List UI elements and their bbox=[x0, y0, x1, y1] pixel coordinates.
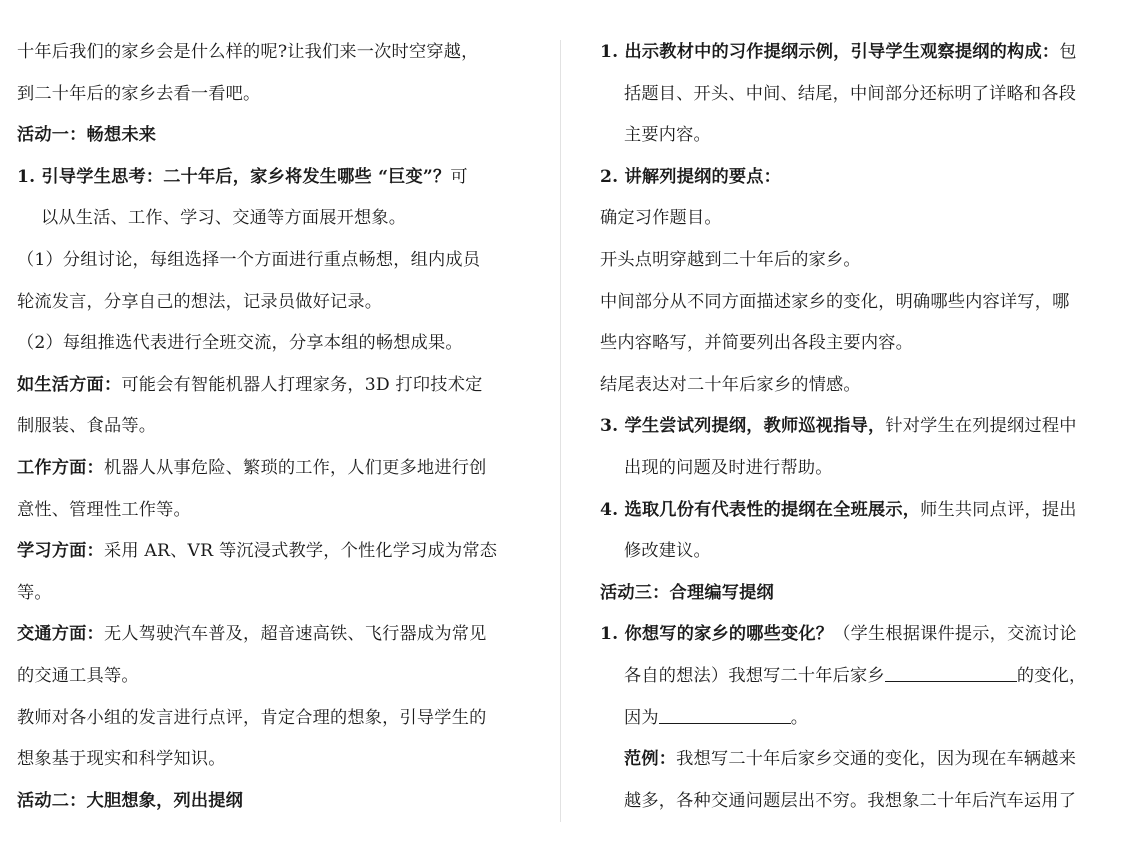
life-text: 可能会有智能机器人打理家务，3D 打印技术定 bbox=[121, 374, 483, 395]
traffic-label: 交通方面： bbox=[17, 624, 104, 645]
text-line: 修改建议。 bbox=[624, 541, 711, 562]
text-line: 主要内容。 bbox=[624, 125, 711, 146]
text-line: 想象基于现实和科学知识。 bbox=[17, 749, 226, 770]
traffic-line bbox=[17, 614, 525, 656]
fill-line bbox=[600, 698, 1108, 740]
fill-suffix: 的变化， bbox=[1016, 665, 1087, 686]
step-line bbox=[600, 490, 1108, 532]
step-line bbox=[600, 32, 1108, 74]
example-text: 我想写二十年后家乡交通的变化，因为现在车辆越来 bbox=[676, 749, 1077, 770]
fill-prefix: 各自的想法）我想写二十年后家乡 bbox=[624, 665, 885, 686]
question-text: 1. 引导学生思考：二十年后，家乡将发生哪些 “巨变”？ bbox=[17, 166, 451, 187]
example-line bbox=[600, 739, 1108, 781]
work-line bbox=[17, 448, 525, 490]
example-label: 范例： bbox=[624, 749, 677, 770]
text-line: 意性、管理性工作等。 bbox=[17, 499, 191, 520]
text-line: 的交通工具等。 bbox=[17, 665, 139, 686]
text-line: 中间部分从不同方面描述家乡的变化，明确哪些内容详写，哪 bbox=[600, 291, 1070, 312]
text-line: 越多，各种交通问题层出不穷。我想象二十年后汽车运用了 bbox=[624, 790, 1077, 811]
study-text: 采用 AR、VR 等沉浸式教学，个性化学习成为常态 bbox=[103, 541, 498, 562]
activity-heading-3: 活动三：合理编写提纲 bbox=[600, 582, 774, 603]
column-divider bbox=[560, 40, 561, 822]
text-line: 出现的问题及时进行帮助。 bbox=[624, 457, 833, 478]
step-rest: 针对学生在列提纲过程中 bbox=[885, 416, 1077, 437]
study-line bbox=[17, 531, 525, 573]
step-tail: 包 bbox=[1059, 42, 1077, 62]
study-label: 学习方面： bbox=[17, 541, 104, 562]
left-column bbox=[17, 32, 525, 822]
text-line: 到二十年后的家乡去看一看吧。 bbox=[17, 83, 261, 104]
question-line bbox=[17, 157, 525, 199]
step-rest: （学生根据课件提示，交流讨论 bbox=[833, 624, 1077, 645]
step-rest: 师生共同点评，提出 bbox=[920, 499, 1077, 520]
step-text: 1. 出示教材中的习作提纲示例，引导学生观察提纲的构成： bbox=[600, 42, 1060, 62]
step-bold: 4. 选取几份有代表性的提纲在全班展示， bbox=[600, 499, 921, 520]
life-line bbox=[17, 365, 525, 407]
text-line: 教师对各小组的发言进行点评，肯定合理的想象，引导学生的 bbox=[17, 707, 487, 728]
text-line: 以从生活、工作、学习、交通等方面展开想象。 bbox=[41, 208, 407, 229]
activity-heading-2: 活动二：大胆想象，列出提纲 bbox=[17, 790, 244, 811]
text-line: 结尾表达对二十年后家乡的情感。 bbox=[600, 374, 861, 395]
text-line: 确定习作题目。 bbox=[600, 208, 722, 229]
fill-blank[interactable] bbox=[659, 705, 791, 724]
step-bold: 1. 你想写的家乡的哪些变化？ bbox=[600, 624, 834, 645]
text-line: （2）每组推选代表进行全班交流，分享本组的畅想成果。 bbox=[17, 333, 463, 354]
work-text: 机器人从事危险、繁琐的工作，人们更多地进行创 bbox=[103, 457, 487, 478]
step-bold: 3. 学生尝试列提纲，教师巡视指导， bbox=[600, 416, 886, 437]
text-line: 等。 bbox=[17, 582, 52, 603]
fill-blank[interactable] bbox=[885, 663, 1017, 682]
text-line: （1）分组讨论，每组选择一个方面进行重点畅想，组内成员 bbox=[17, 249, 481, 270]
life-label: 如生活方面： bbox=[17, 374, 122, 395]
step-line bbox=[600, 614, 1108, 656]
question-tail: 可 bbox=[450, 166, 468, 187]
text-line: 括题目、开头、中间、结尾，中间部分还标明了详略和各段 bbox=[624, 83, 1077, 104]
fill-prefix: 因为 bbox=[624, 707, 659, 728]
text-line: 十年后我们的家乡会是什么样的呢?让我们来一次时空穿越， bbox=[17, 42, 479, 62]
right-column bbox=[600, 32, 1108, 822]
traffic-text: 无人驾驶汽车普及，超音速高铁、飞行器成为常见 bbox=[103, 624, 487, 645]
text-line: 轮流发言，分享自己的想法，记录员做好记录。 bbox=[17, 291, 383, 312]
text-line: 开头点明穿越到二十年后的家乡。 bbox=[600, 249, 861, 270]
step-heading: 2. 讲解列提纲的要点： bbox=[600, 166, 782, 187]
work-label: 工作方面： bbox=[17, 457, 104, 478]
fill-suffix: 。 bbox=[790, 707, 809, 728]
text-line: 些内容略写，并简要列出各段主要内容。 bbox=[600, 333, 913, 354]
step-line bbox=[600, 406, 1108, 448]
fill-line bbox=[600, 656, 1108, 698]
text-line: 制服装、食品等。 bbox=[17, 416, 157, 437]
activity-heading-1: 活动一：畅想未来 bbox=[17, 125, 157, 146]
